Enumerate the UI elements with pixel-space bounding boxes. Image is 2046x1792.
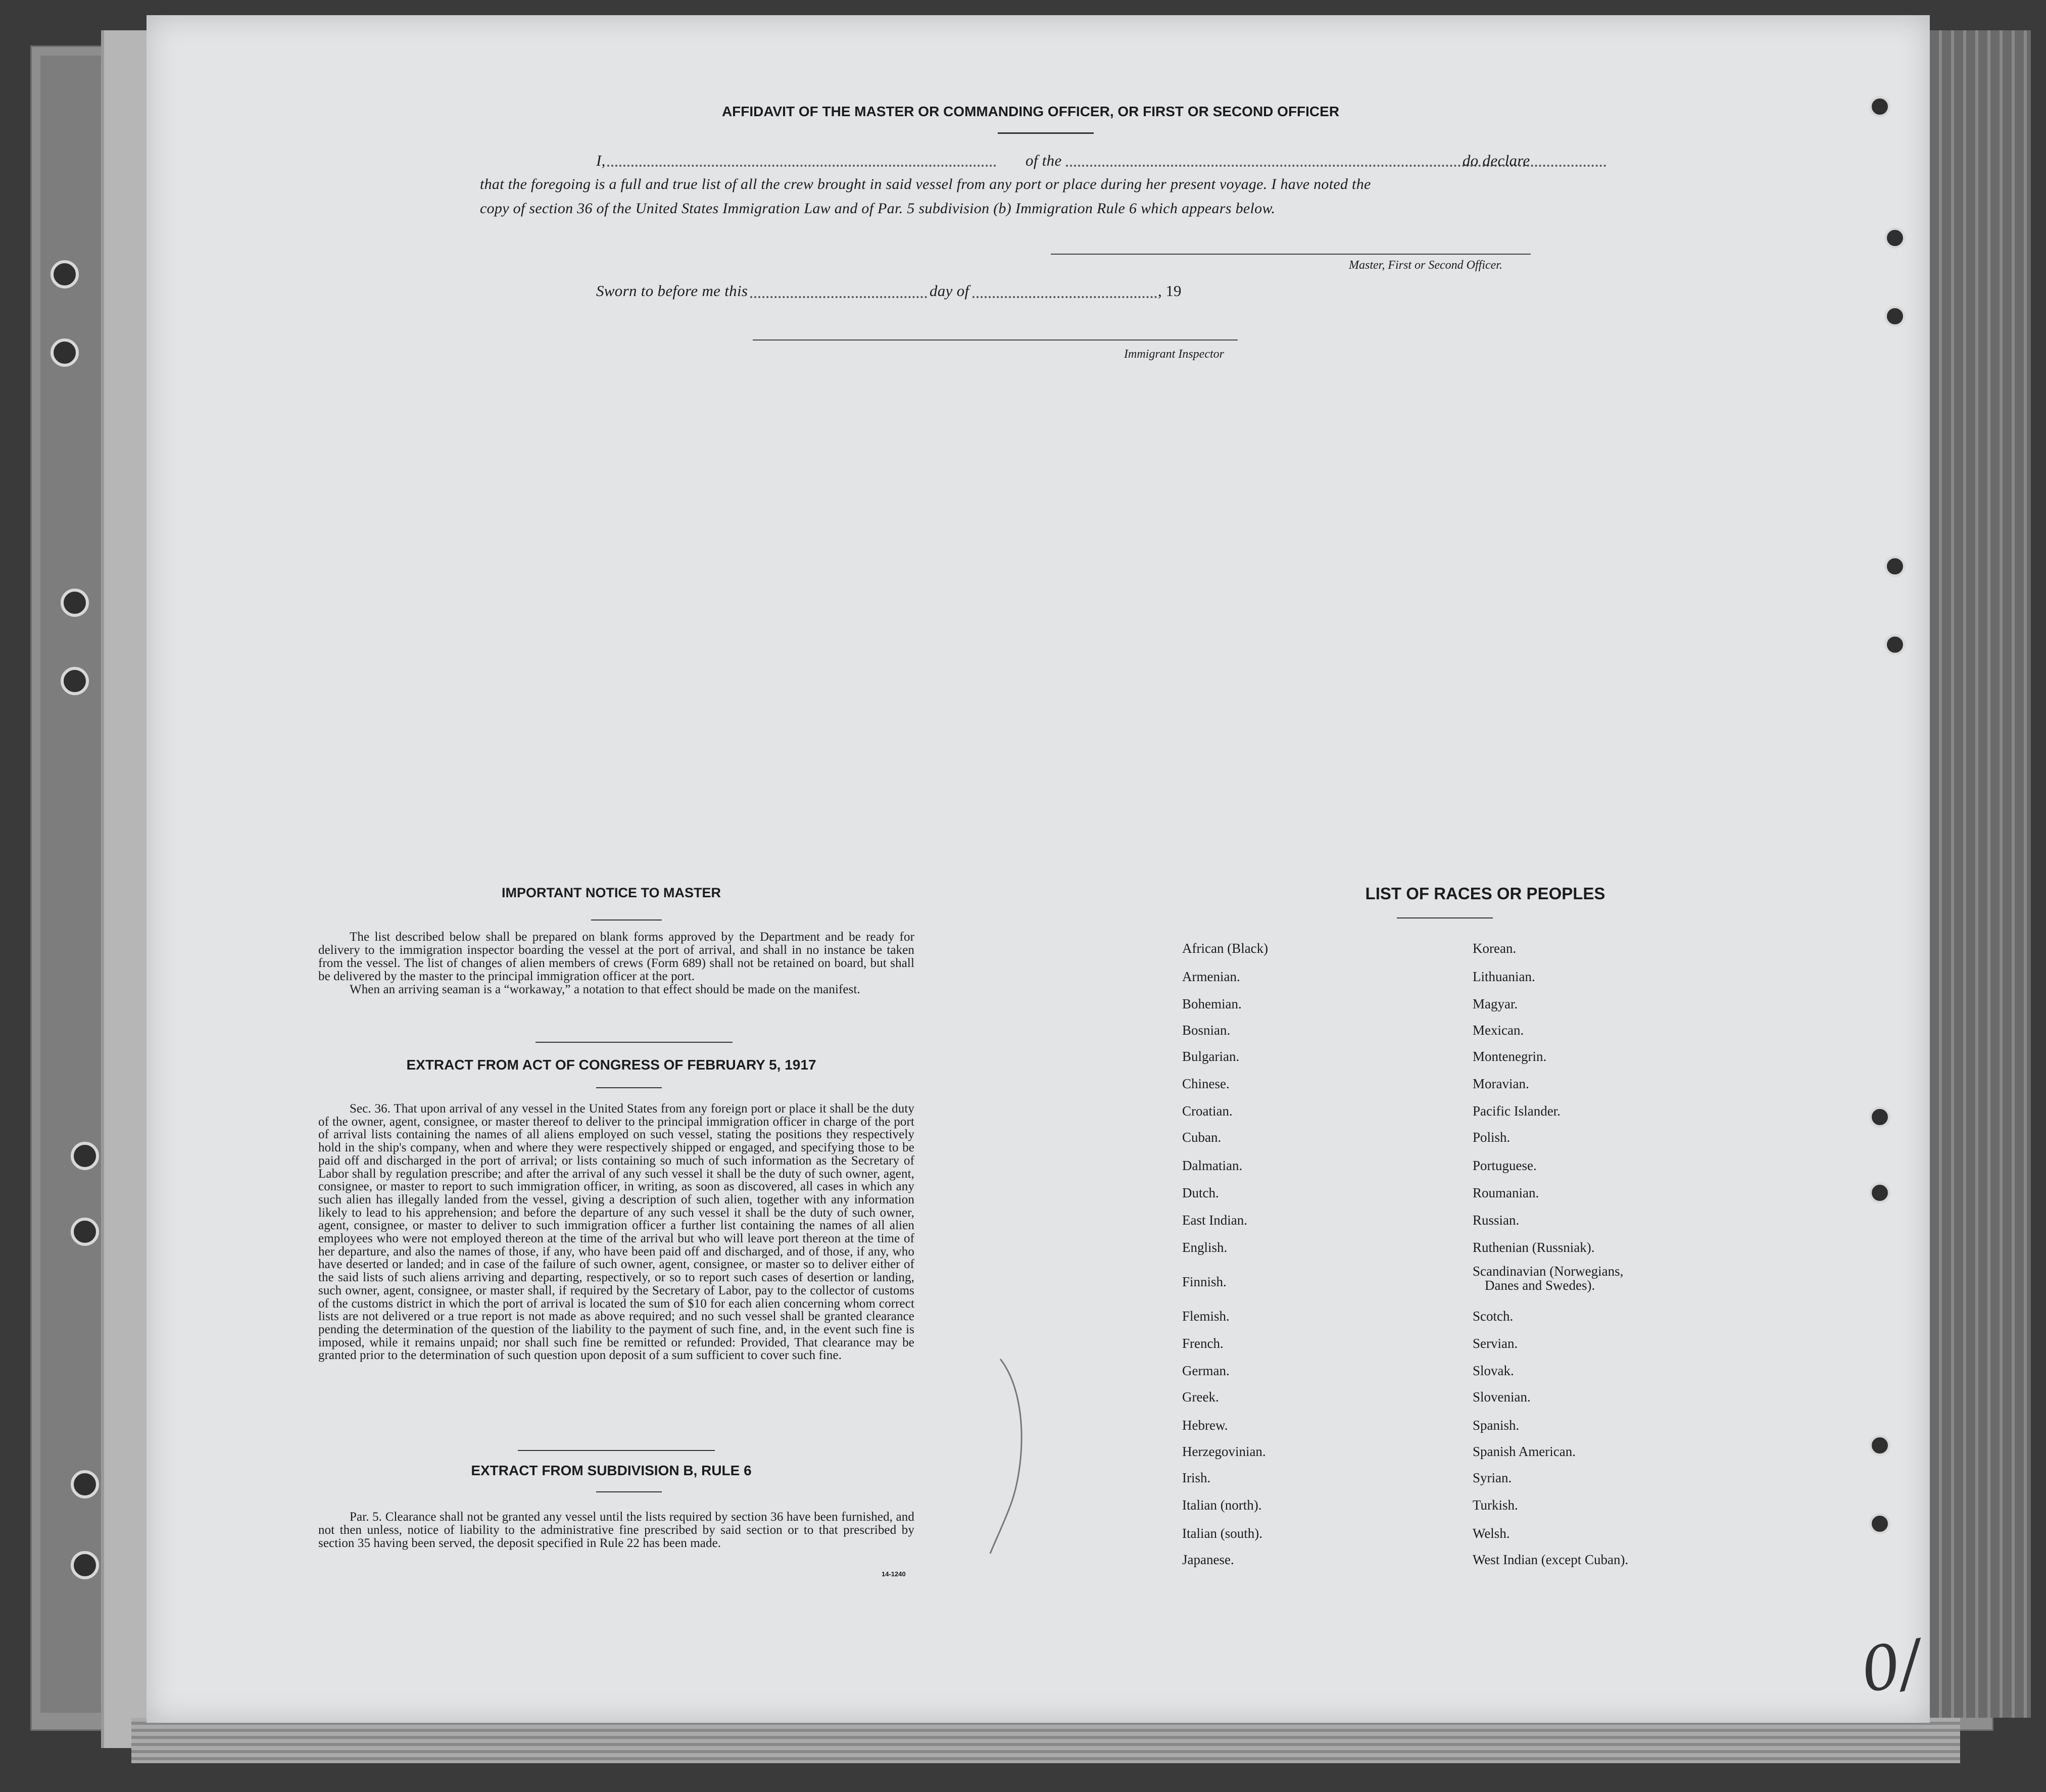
race-item: Finnish. [1182, 1274, 1227, 1289]
race-item: Magyar. [1473, 996, 1518, 1011]
form-number: 14-1240 [882, 1570, 906, 1578]
extract-rule-title: EXTRACT FROM SUBDIVISION B, RULE 6 [471, 1463, 752, 1478]
inspector-signature-line [753, 340, 1238, 341]
race-item: Herzegovinian. [1182, 1444, 1266, 1459]
page-hole [1884, 556, 1906, 577]
master-signature-line [1051, 254, 1531, 255]
extract-congress-title: EXTRACT FROM ACT OF CONGRESS OF FEBRUARY 5, 1917 [406, 1057, 816, 1073]
race-item: Italian (south). [1182, 1526, 1262, 1541]
name-blank [607, 165, 996, 167]
race-item: Flemish. [1182, 1309, 1230, 1324]
race-item: Servian. [1473, 1336, 1518, 1351]
race-item: Bulgarian. [1182, 1049, 1240, 1064]
inspector-label: Immigrant Inspector [1124, 348, 1224, 361]
manifest-page [147, 15, 1930, 1723]
handwritten-mark: 0/ [1856, 1627, 1926, 1707]
affidavit-of-the: of the [1026, 152, 1062, 169]
binder-hole [71, 1551, 99, 1579]
race-item: Armenian. [1182, 969, 1240, 984]
binder-hole [61, 667, 89, 695]
page-hole [1884, 227, 1906, 249]
race-item: East Indian. [1182, 1213, 1247, 1228]
master-label: Master, First or Second Officer. [1349, 259, 1502, 272]
page-stack-edge [1930, 30, 2031, 1718]
race-item: African (Black) [1182, 941, 1269, 956]
sworn-prefix: Sworn to before me this [596, 282, 748, 300]
page-hole [1869, 1182, 1890, 1203]
extract-rule-body [318, 1511, 914, 1550]
notice-paragraph-1: The list described below shall be prepared on blank forms approved by the Department and be ready for delivery to the immigration inspector boarding the vessel at the port of arrival, and shall in no instance be taken from the vessel. The list of changes of alien members of crews (Form 689) shall not be retained on board, but shall be delivered by the master to the principal immigration officer at the port. [318, 930, 914, 983]
race-item: Irish. [1182, 1470, 1211, 1485]
race-item: Dutch. [1182, 1185, 1219, 1200]
section-divider [518, 1450, 715, 1451]
extract-congress-body [318, 1102, 914, 1362]
race-item: Scotch. [1473, 1309, 1514, 1324]
race-item: Roumanian. [1473, 1185, 1539, 1200]
page-hole [1869, 1513, 1890, 1534]
race-item: Korean. [1473, 941, 1517, 956]
page-hole [1884, 634, 1906, 655]
sworn-day-blank [750, 296, 927, 298]
page-hole [1869, 1106, 1890, 1128]
race-item: Montenegrin. [1473, 1049, 1547, 1064]
race-item: English. [1182, 1240, 1228, 1255]
sworn-year: , 19 [1158, 282, 1182, 300]
race-item: Scandinavian (Norwegians, Danes and Swedes). [1473, 1264, 1624, 1293]
race-item: Pacific Islander. [1473, 1103, 1561, 1119]
race-item: Cuban. [1182, 1130, 1222, 1145]
notice-body [318, 931, 914, 996]
race-item: Spanish American. [1473, 1444, 1576, 1459]
extract-congress-rule [596, 1087, 662, 1088]
binder-hole [71, 1470, 99, 1498]
race-item: Syrian. [1473, 1470, 1512, 1485]
race-item: Croatian. [1182, 1103, 1233, 1119]
race-item: Moravian. [1473, 1076, 1529, 1091]
race-item: French. [1182, 1336, 1224, 1351]
race-item: Ruthenian (Russniak). [1473, 1240, 1595, 1255]
binder-hole [61, 589, 89, 617]
section-divider [535, 1042, 733, 1043]
race-item: Greek. [1182, 1389, 1219, 1404]
binder-hole [51, 260, 79, 288]
race-item: Dalmatian. [1182, 1158, 1243, 1173]
race-item: Japanese. [1182, 1552, 1234, 1567]
affidavit-line-2: that the foregoing is a full and true list of all the crew brought in said vessel from any port or place during her present voyage. I have noted the [480, 176, 1371, 192]
title-rule [998, 132, 1094, 134]
race-item: Polish. [1473, 1130, 1511, 1145]
extract-rule-rule [596, 1491, 662, 1492]
binder-hole [71, 1218, 99, 1246]
race-item: Bosnian. [1182, 1023, 1231, 1038]
race-item: Chinese. [1182, 1076, 1230, 1091]
race-item: Italian (north). [1182, 1497, 1262, 1513]
race-item: Mexican. [1473, 1023, 1524, 1038]
page-hole [1869, 1435, 1890, 1456]
affidavit-declare: do declare [1463, 152, 1530, 169]
race-item: Slovak. [1473, 1363, 1514, 1378]
race-item: Portuguese. [1473, 1158, 1537, 1173]
notice-title: IMPORTANT NOTICE TO MASTER [502, 885, 721, 900]
notice-rule [591, 919, 662, 921]
race-item: West Indian (except Cuban). [1473, 1552, 1629, 1567]
page-stack-bottom [131, 1718, 1960, 1763]
race-item: Hebrew. [1182, 1418, 1228, 1433]
race-item: Spanish. [1473, 1418, 1520, 1433]
par-5-paragraph: Par. 5. Clearance shall not be granted any vessel until the lists required by section 36 have been furnished, and not then unless, notice of liability to the administrative fine prescribed by said section or to that prescribed by section 35 having been served, the deposit specified in Rule 22 has been made. [318, 1510, 914, 1550]
affidavit-line-3: copy of section 36 of the United States Immigration Law and of Par. 5 subdivision (b) Immigration Rule 6 which appears below. [480, 200, 1276, 217]
race-item: Russian. [1473, 1213, 1520, 1228]
page-hole [1884, 306, 1906, 327]
race-item-continuation: Danes and Swedes). [1485, 1278, 1595, 1293]
race-item: Slovenian. [1473, 1389, 1531, 1404]
affidavit-i: I, [596, 152, 606, 169]
pencil-mark [980, 1354, 1041, 1556]
affidavit-title: AFFIDAVIT OF THE MASTER OR COMMANDING OFFICER, OR FIRST OR SECOND OFFICER [721, 104, 1340, 119]
race-item: German. [1182, 1363, 1230, 1378]
race-item: Bohemian. [1182, 996, 1242, 1011]
races-rule [1397, 917, 1493, 918]
notice-paragraph-2: When an arriving seaman is a “workaway,” a notation to that effect should be made on the manifest. [350, 983, 860, 996]
binder-hole [71, 1142, 99, 1170]
race-item: Welsh. [1473, 1526, 1510, 1541]
binder-hole [51, 338, 79, 367]
races-title: LIST OF RACES OR PEOPLES [1365, 884, 1605, 903]
page-hole [1869, 96, 1890, 117]
race-item: Lithuanian. [1473, 969, 1535, 984]
section-36-paragraph: Sec. 36. That upon arrival of any vessel in the United States from any foreign port or place it shall be the duty of the owner, agent, consignee, or master thereof to deliver to the principal immigration officer in charge of the port of arrival lists containing the names of all aliens employed on such vessel, stating the positions they respectively hold in the ship's company, when and where they were respectively shipped or engaged, and specifying those to be paid off and discharged in the port of arrival; or lists containing so much of such information as the Secretary of Labor shall by regulation prescribe; and after the arrival of any such vessel it shall be the duty of such owner, agent, consignee, or master to report to such immigration officer, in writing, as soon as discovered, all cases in which any such alien has illegally landed from the vessel, giving a description of such alien, together with any information likely to lead to his apprehension; and before the departure of any such vessel it shall be the duty of such owner, agent, consignee, or master to deliver to such immigration officer a further list containing the names of all alien employees who were not employed thereon at the time of the arrival but who will leave port thereon at the time of her departure, and also the names of those, if any, who have been paid off and discharged, and of those, if any, who have deserted or landed; and in case of the failure of such owner, agent, consignee, or master so to deliver either of the said lists of such aliens arriving and departing, respectively, or so to report such cases of desertion or landing, such owner, agent, consignee, or master shall, if required by the Secretary of Labor, pay to the collector of customs of the customs district in which the port of arrival is located the sum of $10 for each alien concerning whom correct lists are not delivered or a true report is not made as above required; and no such vessel shall be granted clearance pending the determination of the question of the liability to the payment of such fine, and, in the event such fine is imposed, while it remains unpaid; nor shall such fine be remitted or refunded: Provided, That clearance may be granted prior to the determination of such question upon deposit of a sum sufficient to cover such fine. [318, 1102, 914, 1363]
sworn-day-of: day of [930, 282, 969, 300]
race-item: Turkish. [1473, 1497, 1518, 1513]
sworn-month-blank [972, 296, 1157, 298]
